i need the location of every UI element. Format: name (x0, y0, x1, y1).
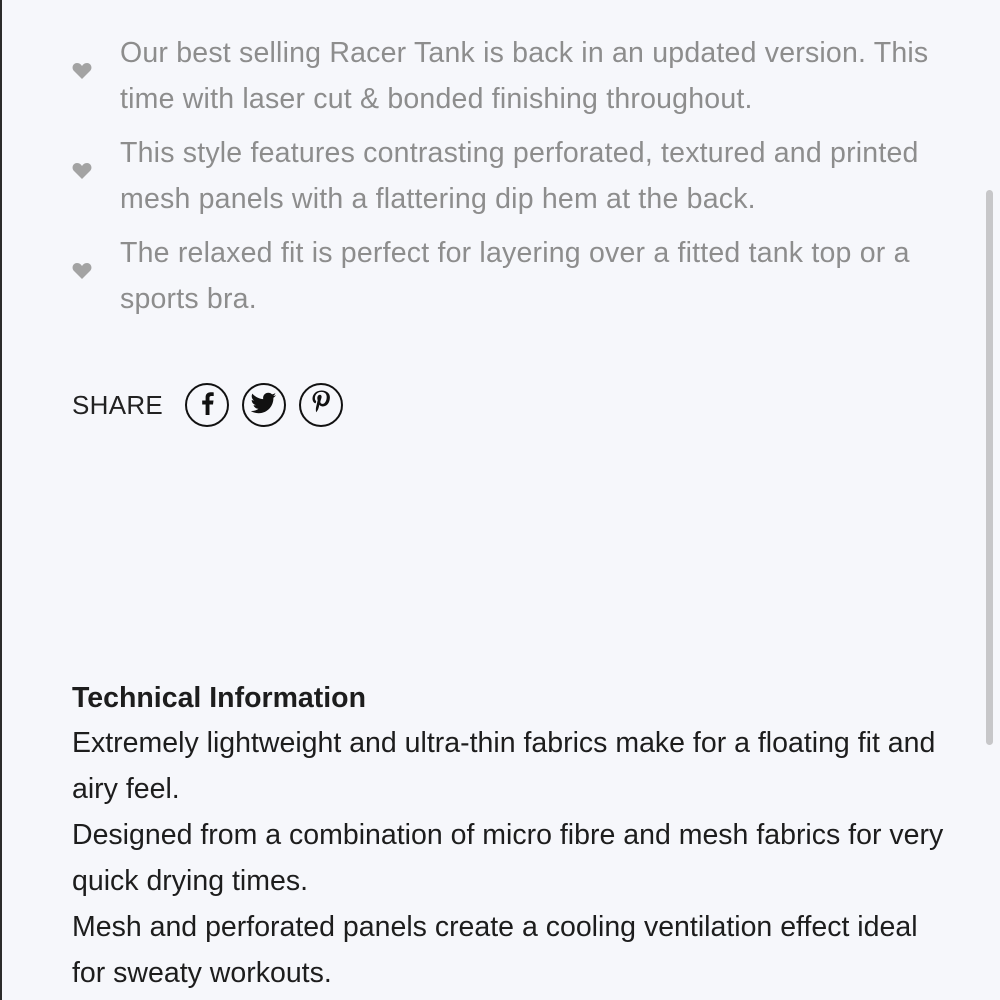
facebook-share-button[interactable] (185, 383, 229, 427)
share-label: SHARE (72, 389, 164, 420)
left-edge-border (0, 0, 2, 1000)
twitter-share-button[interactable] (242, 383, 286, 427)
feature-list (70, 30, 930, 330)
pinterest-share-button[interactable] (299, 383, 343, 427)
feature-item (70, 130, 930, 222)
technical-title: Technical Information (72, 682, 367, 714)
feature-item (70, 30, 930, 122)
technical-information (72, 676, 952, 996)
heart-icon (72, 262, 92, 280)
heart-icon (72, 162, 92, 180)
technical-paragraph: Mesh and perforated panels create a cooling ventilation effect ideal for sweaty workouts. (72, 911, 918, 989)
feature-text: Our best selling Racer Tank is back in an updated version. This time with laser cut & bonded finishing throughout. (120, 37, 929, 115)
scrollbar-thumb[interactable] (986, 190, 993, 745)
feature-item (70, 230, 930, 322)
pinterest-icon (310, 389, 332, 422)
twitter-icon (251, 392, 277, 419)
feature-text: This style features contrasting perforated, textured and printed mesh panels with a flattering dip hem at the back. (120, 137, 919, 215)
technical-paragraph: Extremely lightweight and ultra-thin fabrics make for a floating fit and airy feel. (72, 727, 936, 805)
facebook-icon (196, 390, 218, 421)
feature-text: The relaxed fit is perfect for layering over a fitted tank top or a sports bra. (120, 237, 910, 315)
heart-icon (72, 62, 92, 80)
share-bar (72, 380, 356, 430)
technical-paragraph: Designed from a combination of micro fibre and mesh fabrics for very quick drying times. (72, 819, 944, 897)
